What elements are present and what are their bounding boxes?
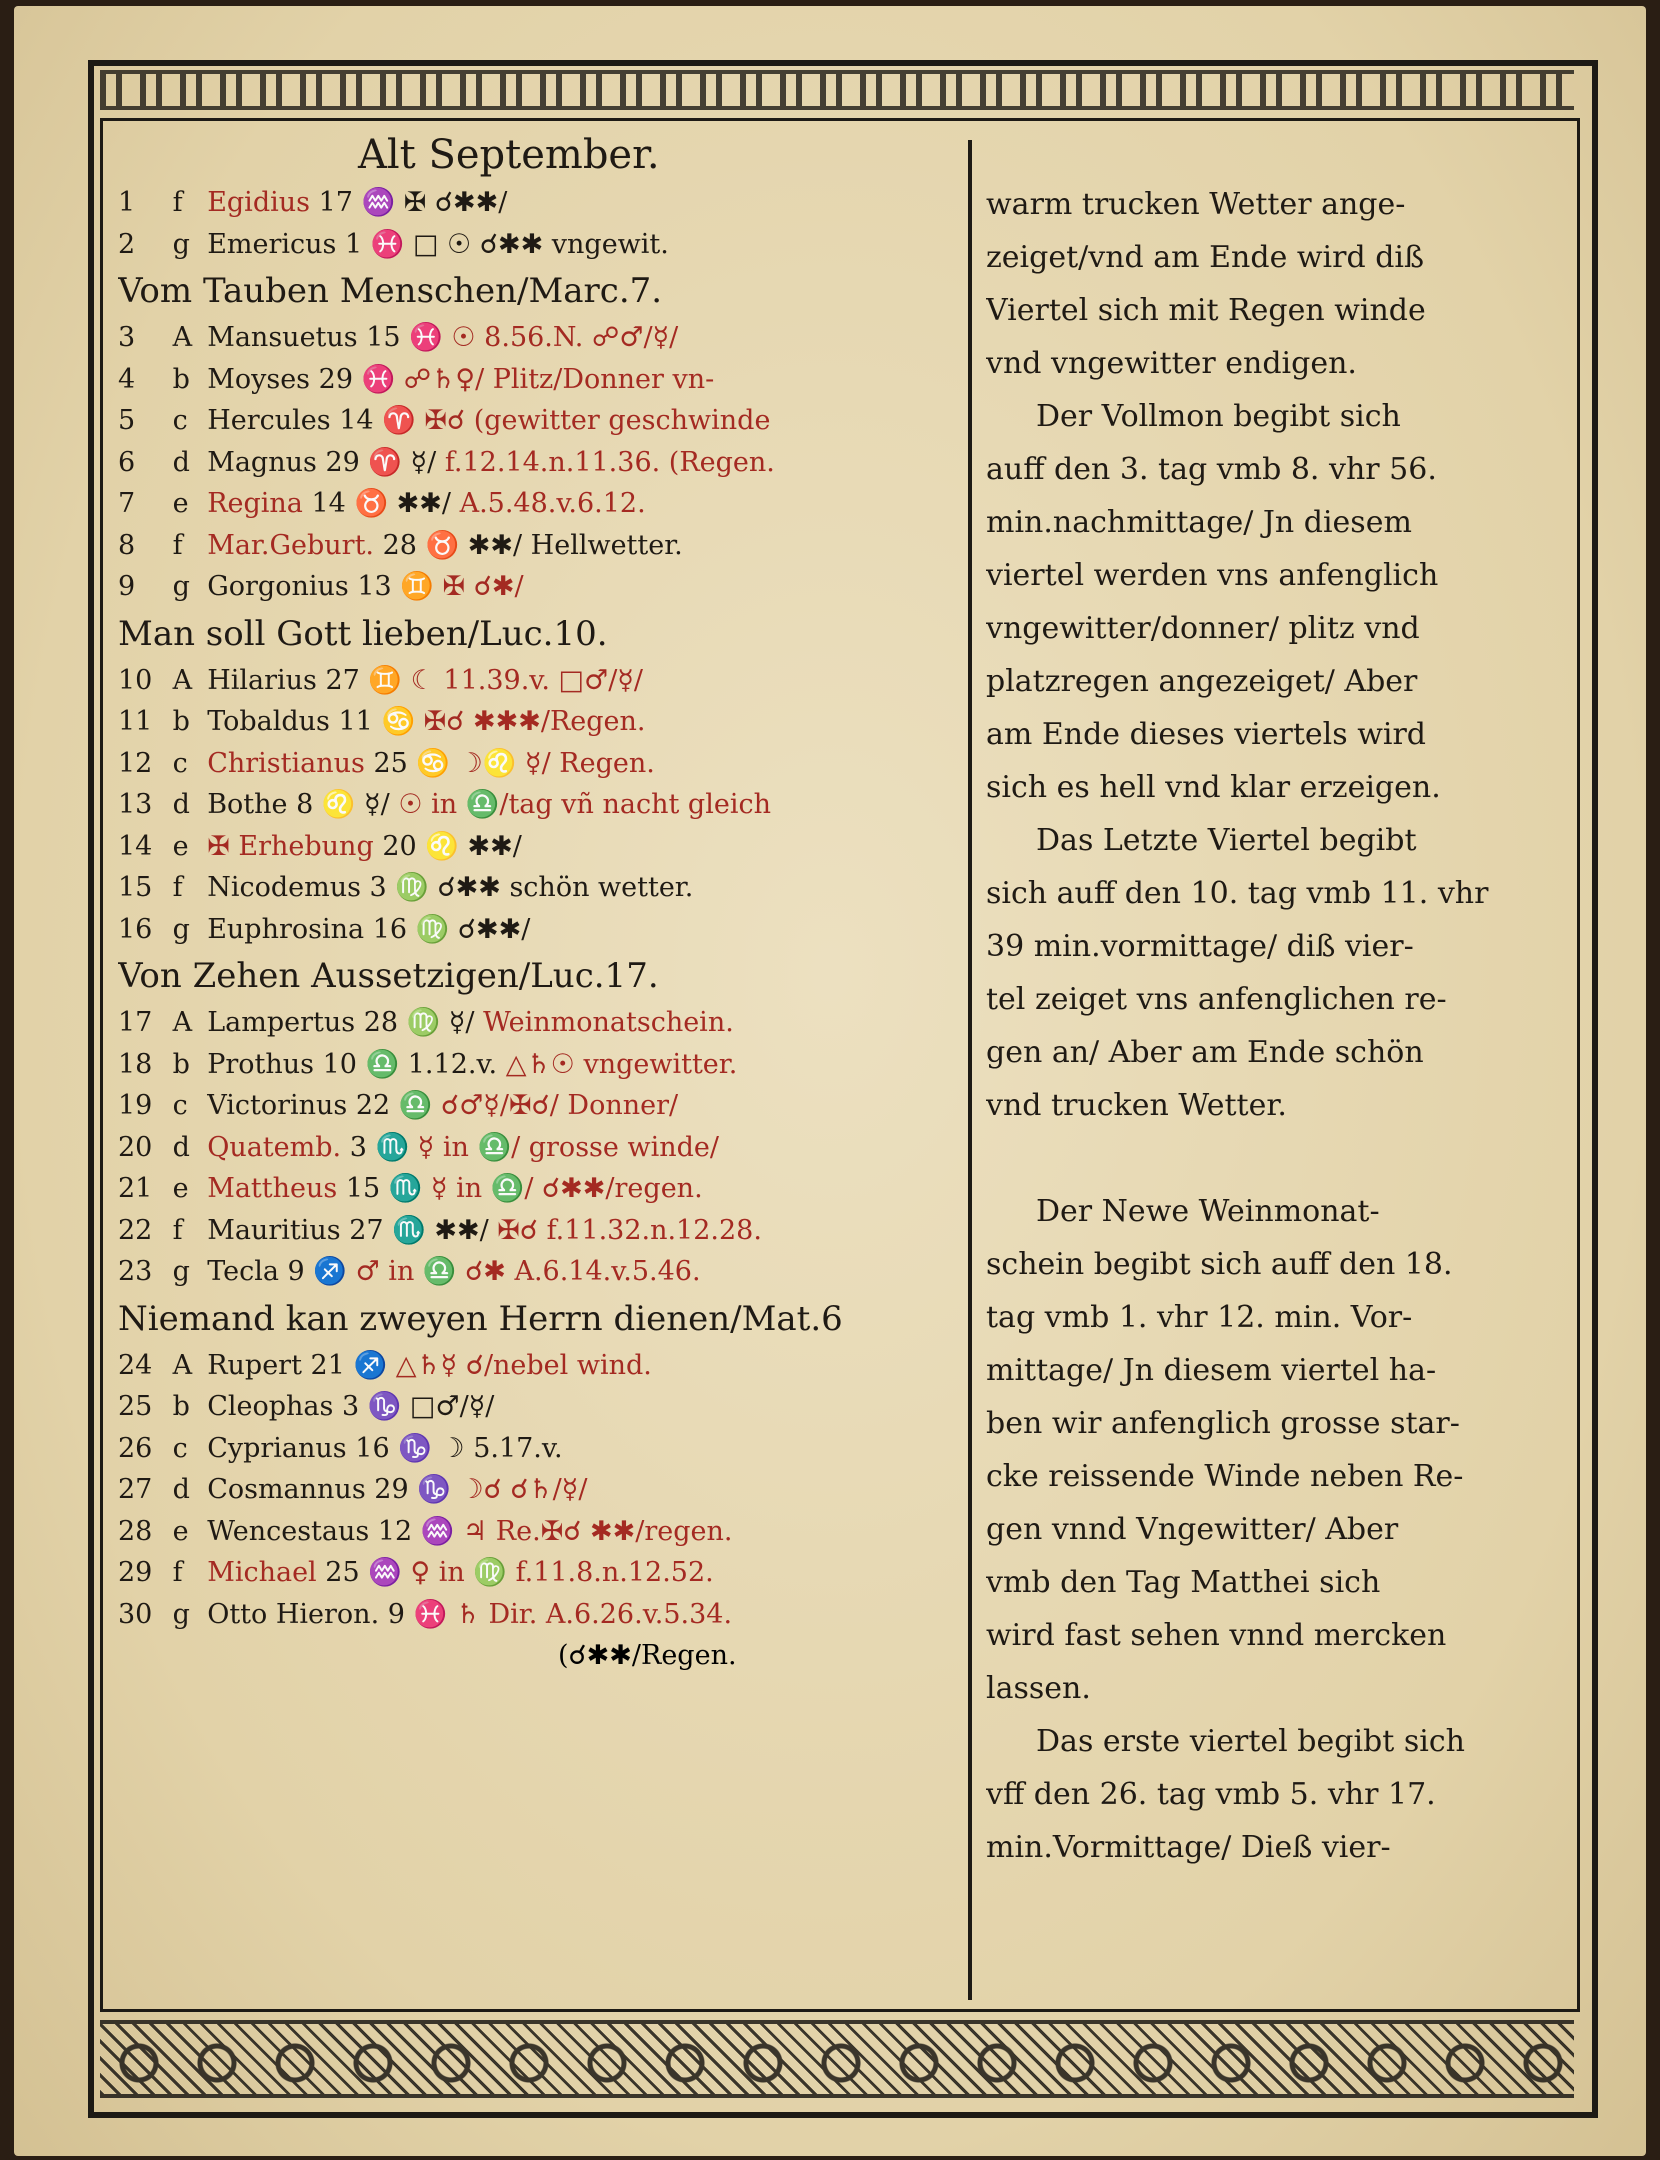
text-line: vmb den Tag Matthei sich xyxy=(986,1565,1381,1600)
day-number: 10 xyxy=(118,664,153,696)
calendar-day-row xyxy=(118,743,958,785)
calendar-day-row xyxy=(118,1511,958,1553)
day-notes-red: ✠☌ ✱✱✱/Regen. xyxy=(423,706,646,737)
text-line: Der Newe Weinmonat- xyxy=(1036,1194,1380,1229)
calendar-day-row xyxy=(118,660,958,702)
column-divider xyxy=(968,140,972,2000)
calendar-column xyxy=(118,128,958,1677)
day-number: 19 xyxy=(118,1090,153,1121)
calendar-day-row xyxy=(118,1594,958,1636)
day-number: 20 xyxy=(118,1131,153,1163)
dominical-letter: d xyxy=(172,1474,190,1505)
day-notes: 16 ♍ ☌✱✱/ xyxy=(372,913,531,945)
calendar-day-row xyxy=(118,442,958,484)
ornamental-top-border xyxy=(100,70,1574,110)
saint-name: Rupert xyxy=(207,1349,302,1381)
dominical-letter: A xyxy=(172,1349,193,1381)
text-line: wird fast sehen vnnd mercken xyxy=(986,1618,1447,1653)
day-notes: 20 ♌ ✱✱/ xyxy=(382,830,522,862)
dominical-letter: g xyxy=(172,228,190,260)
text-line: Der Vollmon begibt sich xyxy=(1036,399,1401,434)
text-line: am Ende dieses viertels wird xyxy=(986,717,1427,752)
day-notes: 10 ♎ 1.12.v. xyxy=(322,1048,498,1080)
day-number: 5 xyxy=(118,405,136,436)
day-number: 29 xyxy=(118,1557,153,1588)
saint-name: Otto Hieron. xyxy=(207,1598,380,1630)
text-line: Das erste viertel begibt sich xyxy=(1036,1724,1465,1759)
saint-name: Mar.Geburt. xyxy=(207,529,375,561)
day-number: 25 xyxy=(118,1391,153,1422)
day-number: 21 xyxy=(118,1173,153,1204)
calendar-day-row xyxy=(118,359,958,401)
saint-name: Prothus xyxy=(207,1048,315,1080)
dominical-letter: f xyxy=(172,187,183,218)
dominical-letter: e xyxy=(172,830,189,862)
saint-name: Emericus xyxy=(207,228,337,260)
calendar-day-row xyxy=(118,1469,958,1511)
day-notes: 21 ♐ xyxy=(310,1349,388,1381)
text-line: platzregen angezeiget/ Aber xyxy=(986,664,1418,699)
saint-name: Gorgonius xyxy=(207,571,349,602)
text-line: cke reissende Winde neben Re- xyxy=(986,1459,1464,1494)
prognostication-column xyxy=(986,178,1566,1874)
calendar-day-row xyxy=(118,1168,958,1210)
calendar-day-row xyxy=(118,317,958,359)
calendar-day-row xyxy=(118,1085,958,1127)
day-notes: 22 ♎ xyxy=(355,1090,433,1121)
text-line: lassen. xyxy=(986,1671,1091,1706)
day-notes: 29 ♈ ☿/ xyxy=(325,446,437,478)
text-line: sich auff den 10. tag vmb 11. vhr xyxy=(986,876,1489,911)
dominical-letter: b xyxy=(172,706,190,737)
dominical-letter: f xyxy=(172,529,183,561)
day-number: 2 xyxy=(118,228,136,260)
text-line: Das Letzte Viertel begibt xyxy=(1036,823,1417,858)
calendar-day-row xyxy=(118,182,958,224)
calendar-day-row xyxy=(118,1044,958,1086)
day-number: 16 xyxy=(118,913,153,945)
day-notes: 17 ♒ ✠ ☌✱✱/ xyxy=(318,187,508,218)
day-notes-red: ♃ Re.✠☌ ✱✱/regen. xyxy=(463,1515,733,1547)
calendar-day-row xyxy=(118,566,958,608)
saint-name: Tecla xyxy=(207,1256,279,1287)
day-notes: 14 ♉ ✱✱/ xyxy=(311,488,451,519)
day-notes-red: ✠☌ f.11.32.n.12.28. xyxy=(497,1214,762,1246)
gospel-heading: Vom Tauben Menschen/Marc.7. xyxy=(118,271,663,311)
dominical-letter: e xyxy=(172,1173,189,1204)
day-notes-red: ☽♌ ☿/ Regen. xyxy=(458,747,655,779)
day-number: 30 xyxy=(118,1598,153,1630)
saint-name: Mauritius xyxy=(207,1214,341,1246)
calendar-day-row xyxy=(118,400,958,442)
day-notes-red: ✠ ☌✱/ xyxy=(442,571,524,602)
day-notes: 9 ♐ xyxy=(287,1256,347,1287)
text-line: ben wir anfenglich grosse star- xyxy=(986,1406,1460,1441)
calendar-day-row xyxy=(118,1210,958,1252)
day-notes-red: ☽☌ ☌♄/☿/ xyxy=(459,1474,588,1505)
dominical-letter: c xyxy=(172,405,188,436)
day-number: 18 xyxy=(118,1048,153,1080)
day-notes-red: △♄☿ ☌/nebel wind. xyxy=(395,1349,652,1381)
text-line: min.nachmittage/ Jn diesem xyxy=(986,505,1412,540)
calendar-day-row xyxy=(118,701,958,743)
day-notes-red: A.5.48.v.6.12. xyxy=(459,488,646,519)
dominical-letter: f xyxy=(172,1557,183,1588)
calendar-day-row xyxy=(118,867,958,909)
day-notes-red: ♂ in ♎ ☌✱ A.6.14.v.5.46. xyxy=(355,1256,701,1287)
text-line: gen an/ Aber am Ende schön xyxy=(986,1035,1424,1070)
calendar-day-row xyxy=(118,909,958,951)
continuation-line: (☌✱✱/Regen. xyxy=(558,1640,737,1671)
day-number: 15 xyxy=(118,872,153,903)
calendar-day-row xyxy=(118,1552,958,1594)
text-line: vnd vngewitter endigen. xyxy=(986,346,1357,381)
day-notes: 1 ♓ □ ☉ ☌✱✱ vngewit. xyxy=(344,228,669,260)
day-notes-red: ☌♂☿/✠☌/ Donner/ xyxy=(441,1090,679,1121)
calendar-day-row xyxy=(118,1428,958,1470)
day-number: 13 xyxy=(118,789,153,820)
day-notes-red: ♀ in ♍ f.11.8.n.12.52. xyxy=(410,1557,714,1588)
saint-name: Quatemb. xyxy=(207,1131,342,1163)
text-line: mittage/ Jn diesem viertel ha- xyxy=(986,1353,1437,1388)
day-notes: 14 ♈ xyxy=(339,405,416,436)
text-line: vff den 26. tag vmb 5. vhr 17. xyxy=(986,1777,1436,1812)
day-notes: 29 ♑ xyxy=(374,1474,451,1505)
day-number: 7 xyxy=(118,488,136,519)
calendar-day-row xyxy=(118,525,958,567)
day-number: 3 xyxy=(118,322,136,353)
dominical-letter: A xyxy=(172,322,193,353)
dominical-letter: A xyxy=(172,664,193,696)
day-notes-red: ☾ 11.39.v. □♂/☿/ xyxy=(410,664,644,696)
calendar-day-row xyxy=(118,1345,958,1387)
day-notes: 12 ♒ xyxy=(377,1515,455,1547)
text-line: auff den 3. tag vmb 8. vhr 56. xyxy=(986,452,1437,487)
day-notes: 3 ♍ ☌✱✱ schön wetter. xyxy=(369,872,694,903)
saint-name: Lampertus xyxy=(207,1007,356,1038)
saint-name: Bothe xyxy=(207,789,288,820)
saint-name: Egidius xyxy=(207,187,310,218)
dominical-letter: d xyxy=(172,789,190,820)
month-title: Alt September. xyxy=(358,132,660,178)
dominical-letter: f xyxy=(172,1214,183,1246)
saint-name: Wencestaus xyxy=(207,1515,370,1547)
day-number: 11 xyxy=(118,706,153,737)
day-notes-red: ♄ Dir. A.6.26.v.5.34. xyxy=(455,1598,733,1630)
dominical-letter: e xyxy=(172,488,189,519)
saint-name: Mansuetus xyxy=(207,322,358,353)
day-notes: 15 ♓ xyxy=(366,322,443,353)
day-notes-red: ✠☌ (gewitter geschwinde xyxy=(424,405,771,436)
saint-name: Cyprianus xyxy=(207,1432,347,1464)
day-notes: 29 ♓ xyxy=(318,363,396,395)
text-line: 39 min.vormittage/ diß vier- xyxy=(986,929,1414,964)
day-notes-red: f.12.14.n.11.36. (Regen. xyxy=(444,446,775,478)
saint-name: Hercules xyxy=(207,405,331,436)
saint-name: Euphrosina xyxy=(207,913,365,945)
day-notes: 3 ♑ □♂/☿/ xyxy=(341,1391,495,1422)
text-line: vnd trucken Wetter. xyxy=(986,1088,1287,1123)
text-line: schein begibt sich auff den 18. xyxy=(986,1247,1453,1282)
saint-name: ✠ Erhebung xyxy=(207,830,374,862)
day-notes: 8 ♌ ☿/ xyxy=(296,789,390,820)
dominical-letter: c xyxy=(172,747,188,779)
text-line: viertel werden vns anfenglich xyxy=(986,558,1439,593)
day-number: 8 xyxy=(118,529,136,561)
day-number: 9 xyxy=(118,571,136,602)
text-line: gen vnnd Vngewitter/ Aber xyxy=(986,1512,1399,1547)
dominical-letter: g xyxy=(172,913,190,945)
day-number: 27 xyxy=(118,1474,153,1505)
day-number: 17 xyxy=(118,1007,153,1038)
text-line: min.Vormittage/ Dieß vier- xyxy=(986,1830,1391,1865)
calendar-day-row xyxy=(118,784,958,826)
calendar-day-row xyxy=(118,1002,958,1044)
day-notes: 25 ♋ xyxy=(373,747,451,779)
day-notes-red: △♄☉ vngewitter. xyxy=(505,1048,738,1080)
saint-name: Christianus xyxy=(207,747,365,779)
dominical-letter: b xyxy=(172,1391,190,1422)
saint-name: Victorinus xyxy=(207,1090,348,1121)
calendar-day-row xyxy=(118,826,958,868)
day-notes: 9 ♓ xyxy=(387,1598,448,1630)
gospel-heading: Niemand kan zweyen Herrn dienen/Mat.6 xyxy=(118,1298,843,1339)
saint-name: Hilarius xyxy=(207,664,317,696)
dominical-letter: g xyxy=(172,1256,190,1287)
day-number: 24 xyxy=(118,1349,153,1381)
day-notes: 28 ♍ ☿/ xyxy=(363,1007,475,1038)
saint-name: Nicodemus xyxy=(207,872,361,903)
day-notes: 28 ♉ ✱✱/ Hellwetter. xyxy=(382,529,683,561)
dominical-letter: c xyxy=(172,1090,188,1121)
day-notes: 16 ♑ ☽ 5.17.v. xyxy=(355,1432,563,1464)
day-notes-red: ☉ in ♎/tag vñ nacht gleich xyxy=(398,789,771,820)
day-number: 22 xyxy=(118,1214,153,1246)
calendar-day-row xyxy=(118,1386,958,1428)
dominical-letter: f xyxy=(172,872,183,903)
day-number: 26 xyxy=(118,1432,153,1464)
day-number: 6 xyxy=(118,446,136,478)
day-notes: 27 ♏ ✱✱/ xyxy=(349,1214,489,1246)
day-notes: 15 ♏ xyxy=(345,1173,423,1204)
saint-name: Moyses xyxy=(207,363,311,395)
text-line: Viertel sich mit Regen winde xyxy=(986,293,1426,328)
dominical-letter: g xyxy=(172,1598,190,1630)
saint-name: Mattheus xyxy=(207,1173,338,1204)
saint-name: Tobaldus xyxy=(207,706,330,737)
dominical-letter: d xyxy=(172,1131,190,1163)
dominical-letter: e xyxy=(172,1515,189,1547)
day-number: 23 xyxy=(118,1256,153,1287)
gospel-heading: Von Zehen Aussetzigen/Luc.17. xyxy=(118,956,659,996)
day-number: 1 xyxy=(118,187,136,218)
calendar-day-row xyxy=(118,483,958,525)
dominical-letter: g xyxy=(172,571,190,602)
text-line xyxy=(986,1132,1566,1185)
day-notes: 25 ♒ xyxy=(325,1557,402,1588)
gospel-heading: Man soll Gott lieben/Luc.10. xyxy=(118,613,608,654)
calendar-day-row xyxy=(118,1127,958,1169)
day-notes: 11 ♋ xyxy=(338,706,416,737)
dominical-letter: A xyxy=(172,1007,193,1038)
dominical-letter: b xyxy=(172,1048,190,1080)
day-number: 28 xyxy=(118,1515,153,1547)
dominical-letter: c xyxy=(172,1432,188,1464)
text-line: tag vmb 1. vhr 12. min. Vor- xyxy=(986,1300,1413,1335)
day-notes: 27 ♊ xyxy=(325,664,403,696)
saint-name: Michael xyxy=(207,1557,317,1588)
day-notes: 13 ♊ xyxy=(357,571,434,602)
text-line: zeiget/vnd am Ende wird diß xyxy=(986,240,1425,275)
day-notes-red: ☿ in ♎/ ☌✱✱/regen. xyxy=(431,1173,703,1204)
day-notes: 3 ♏ xyxy=(349,1131,410,1163)
day-number: 14 xyxy=(118,830,153,862)
text-line: vngewitter/donner/ plitz vnd xyxy=(986,611,1420,646)
saint-name: Cosmannus xyxy=(207,1474,366,1505)
saint-name: Regina xyxy=(207,488,303,519)
calendar-day-row xyxy=(118,1251,958,1293)
dominical-letter: d xyxy=(172,446,190,478)
saint-name: Cleophas xyxy=(207,1391,334,1422)
text-line: sich es hell vnd klar erzeigen. xyxy=(986,770,1441,805)
saint-name: Magnus xyxy=(207,446,317,478)
text-line: warm trucken Wetter ange- xyxy=(986,187,1406,222)
calendar-day-row xyxy=(118,224,958,266)
ornamental-bottom-border xyxy=(100,2020,1574,2098)
text-line: tel zeiget vns anfenglichen re- xyxy=(986,982,1447,1017)
day-notes-red: ☉ 8.56.N. ☍♂/☿/ xyxy=(451,322,679,353)
day-number: 12 xyxy=(118,747,153,779)
day-number: 4 xyxy=(118,363,136,395)
day-notes-red: Weinmonatschein. xyxy=(483,1007,734,1038)
day-notes-red: ☿ in ♎/ grosse winde/ xyxy=(417,1131,719,1163)
day-notes-red: ☍♄♀/ Plitz/Donner vn- xyxy=(403,363,715,395)
dominical-letter: b xyxy=(172,363,190,395)
